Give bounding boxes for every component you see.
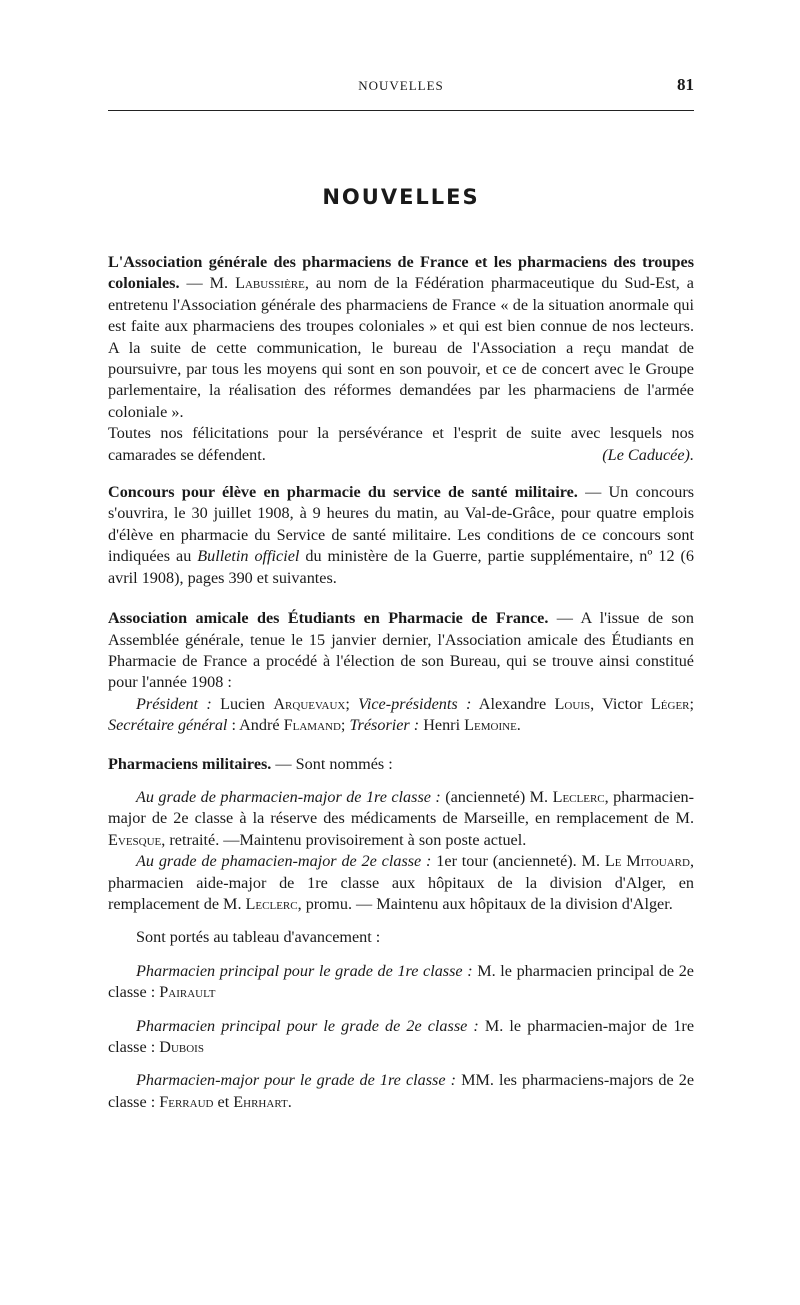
- source-citation: (Le Caducée).: [602, 445, 694, 464]
- article-body: [108, 252, 694, 1113]
- paragraph-amicale: Association amicale des Étudiants en Pharmacie de France. — A l'issue de son Assemblée générale, tenue le 15 janvier dernier, l'Association amicale des Étudiants en Pharmacie de France a procédé à l'élection de son Bureau, qui se trouve ainsi constitué pour l'année 1908 :: [108, 609, 694, 692]
- paragraph-association: L'Association générale des pharmaciens de France et les pharmaciens des troupes coloniales. — M. Labussière, au nom de la Fédération pharmaceutique du Sud-Est, a entretenu l'Association générale des pharmaciens de France « de la situation anormale qui est faite aux pharmaciens des troupes coloniales » et qui est bien connue de nos lecteurs. A la suite de cette communication, le bureau de l'Association a reçu mandat de poursuivre, par tous les moyens qui sont en son pouvoir, et ce de concert avec le Groupe parlementaire, la réalisation des réformes demandées par les pharmaciens de l'armée coloniale ».: [108, 253, 694, 421]
- running-title: NOUVELLES: [358, 78, 444, 93]
- header-rule: [108, 110, 694, 111]
- paragraph-tableau-intro: Sont portés au tableau d'avancement :: [136, 928, 381, 947]
- section-title: NOUVELLES: [322, 185, 480, 209]
- paragraph-militaires: Pharmaciens militaires. — Sont nommés :: [108, 754, 393, 773]
- paragraph-concours: Concours pour élève en pharmacie du service de santé militaire. — Un concours s'ouvrira, le 30 juillet 1908, à 9 heures du matin, au Val-de-Grâce, pour quatre emplois d'élève en pharmacie du Service de santé militaire. Les conditions de ce concours sont indiquées au Bulletin officiel du ministère de la Guerre, partie supplémentaire, nº 12 (6 avril 1908), pages 390 et suivantes.: [108, 483, 695, 587]
- heading-concours: Concours pour élève en pharmacie du service de santé militaire.: [108, 483, 578, 502]
- heading-amicale: Association amicale des Étudiants en Pharmacie de France.: [108, 609, 549, 628]
- paragraph-tableau-3: Pharmacien-major pour le grade de 1re classe : MM. les pharmaciens-majors de 2e classe : Ferraud et Ehrhart.: [108, 1071, 695, 1111]
- paragraph-felicitations: Toutes nos félicitations pour la persévérance et l'esprit de suite avec lesquels nos camarades se défendent. (Le Caducée).: [108, 423, 694, 466]
- heading-association: L'Association générale des pharmaciens de France et les pharmaciens des troupes coloniales.: [108, 253, 694, 293]
- heading-militaires: Pharmaciens militaires.: [108, 754, 272, 773]
- paragraph-major-2e: Au grade de phamacien-major de 2e classe : 1er tour (ancienneté). M. Le Mitouard, pharmacien aide-major de 1re classe aux hôpitaux de la division d'Alger, en remplacement de M. Leclerc, promu. — Maintenu aux hôpitaux de la division d'Alger.: [108, 852, 695, 913]
- paragraph-tableau-2: Pharmacien principal pour le grade de 2e classe : M. le pharmacien-major de 1re classe : Dubois: [108, 1016, 695, 1056]
- page-number: 81: [677, 75, 694, 94]
- paragraph-tableau-1: Pharmacien principal pour le grade de 1re classe : M. le pharmacien principal de 2e classe : Pairault: [108, 961, 694, 1002]
- paragraph-bureau: Président : Lucien Arquevaux; Vice-présidents : Alexandre Louis, Victor Léger; Secrétaire général : André Flamand; Trésorier : Henri Lemoine.: [108, 694, 694, 735]
- paragraph-major-1re: Au grade de pharmacien-major de 1re classe : (ancienneté) M. Leclerc, pharmacien-major de 2e classe à la réserve des médicaments de Marseille, en remplacement de M. Evesque, retraité. —Maintenu provisoirement à son poste actuel.: [108, 787, 695, 849]
